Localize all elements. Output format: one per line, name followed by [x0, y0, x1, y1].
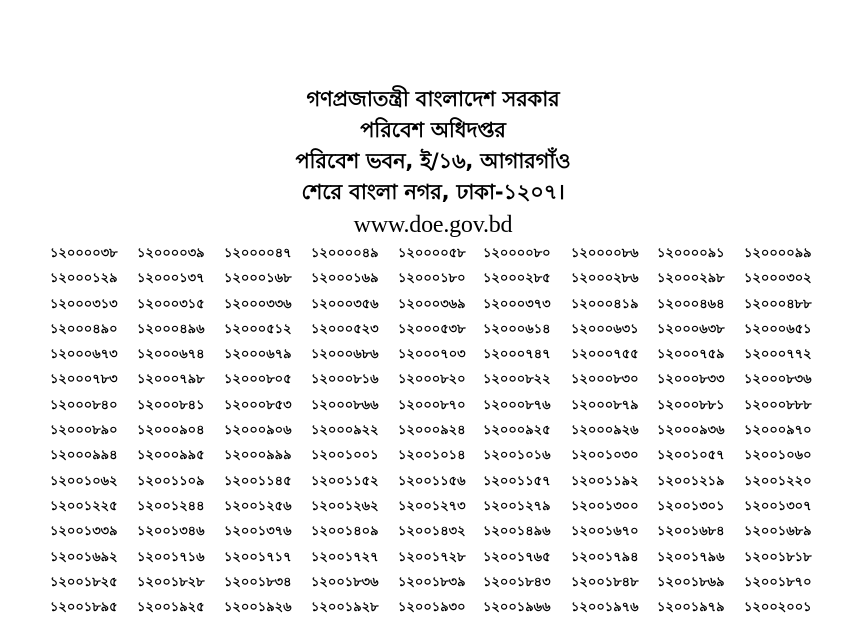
number-row [50, 345, 850, 370]
serial-number: ১২০০০৪৮৮ [744, 296, 812, 312]
serial-number: ১২০০১২২৫ [50, 498, 118, 514]
serial-number: ১২০০০৬৩১ [571, 321, 639, 337]
serial-number: ১২০০০৮২০ [398, 372, 466, 388]
serial-number: ১২০০০৯৯৯ [224, 448, 292, 464]
serial-number: ১২০০১০৫৭ [657, 448, 725, 464]
serial-number: ১২০০১০৬২ [50, 473, 118, 489]
serial-number: ১২০০১৩০০ [571, 498, 639, 514]
serial-number: ১২০০০৮১৬ [311, 372, 379, 388]
serial-number: ১২০০১৩৩৯ [50, 524, 118, 540]
serial-number: ১২০০০১৩৭ [137, 271, 205, 287]
serial-number: ১২০০১২৭৩ [398, 498, 466, 514]
serial-number: ১২০০১৪৯৬ [483, 524, 551, 540]
serial-number: ১২০০২০০১ [744, 600, 812, 616]
serial-number: ১২০০০০৮৬ [571, 246, 639, 261]
serial-number: ১২০০০২৯৮ [657, 271, 725, 287]
serial-number: ১২০০০৫১২ [224, 321, 292, 337]
number-row [50, 446, 850, 471]
serial-number: ১২০০০৬৩৮ [657, 321, 725, 337]
serial-number: ১২০০১৮৬৯ [657, 574, 725, 590]
government-name: গণপ্রজাতন্ত্রী বাংলাদেশ সরকার [306, 87, 560, 111]
serial-number: ১২০০১১৫৭ [483, 473, 551, 489]
serial-number: ১২০০১২৭৯ [483, 498, 551, 514]
serial-number: ১২০০১৮২৫ [50, 574, 118, 590]
serial-number: ১২০০০০৪৯ [311, 246, 379, 261]
serial-number: ১২০০০৮০৫ [224, 372, 292, 388]
serial-number: ১২০০০৮৬৬ [311, 397, 379, 413]
serial-number: ১২০০১০১৬ [483, 448, 551, 464]
serial-number: ১২০০১১৪৫ [224, 473, 292, 489]
serial-number: ১২০০১৮৩৬ [311, 574, 379, 590]
number-row [50, 396, 850, 421]
number-row [50, 472, 850, 497]
website-link[interactable]: www.doe.gov.bd [353, 212, 513, 238]
serial-number: ১২০০০৮৭৯ [571, 397, 639, 413]
serial-number: ১২০০০৩১৩ [50, 296, 118, 312]
serial-number: ১২০০১৯২৫ [137, 600, 205, 616]
number-row [50, 421, 850, 446]
serial-number: ১২০০০৮৪১ [137, 397, 205, 413]
serial-number: ১২০০১১৫২ [311, 473, 379, 489]
number-row [50, 320, 850, 345]
serial-number: ১২০০১১০৯ [137, 473, 205, 489]
serial-number: ১২০০০১৮০ [398, 271, 466, 287]
serial-number: ১২০০১৬৮৪ [657, 524, 725, 540]
number-row [50, 573, 850, 598]
serial-number: ১২০০০৭৪৭ [483, 347, 551, 363]
serial-number: ১২০০১৮৪৩ [483, 574, 551, 590]
serial-number: ১২০০০৭০৩ [398, 347, 466, 363]
number-row [50, 295, 850, 320]
serial-number: ১২০০০৮৩৬ [744, 372, 812, 388]
serial-number: ১২০০০৮৪০ [50, 397, 118, 413]
serial-number: ১২০০০৮৮১ [657, 397, 725, 413]
serial-number: ১২০০০৮২২ [483, 372, 551, 388]
serial-number: ১২০০১৯২৮ [311, 600, 379, 616]
serial-number: ১২০০০৬৭৯ [224, 347, 292, 363]
serial-number: ১২০০১০০১ [311, 448, 379, 464]
serial-number: ১২০০০১২৯ [50, 271, 118, 287]
serial-number: ১২০০০৮৭০ [398, 397, 466, 413]
serial-number: ১২০০০৪৯০ [50, 321, 118, 337]
serial-number: ১২০০০৯২২ [311, 423, 379, 439]
serial-number: ১২০০০৭৭২ [744, 347, 812, 363]
serial-number: ১২০০০৯২৬ [571, 423, 639, 439]
serial-number: ১২০০০৩৭৩ [483, 296, 551, 312]
serial-number: ১২০০০৬৮৬ [311, 347, 379, 363]
serial-number: ১২০০০৬৭৪ [137, 347, 205, 363]
serial-number: ১২০০০০৩৯ [137, 246, 205, 261]
serial-number: ১২০০০৩১৫ [137, 296, 205, 312]
serial-number: ১২০০০৬৭৩ [50, 347, 118, 363]
serial-number: ১২০০১২২০ [744, 473, 812, 489]
serial-number: ১২০০১৮৯৫ [50, 600, 118, 616]
serial-number: ১২০০০৩৫৬ [311, 296, 379, 312]
serial-number: ১২০০১৪৩২ [398, 524, 466, 540]
serial-number: ১২০০০২৮৬ [571, 271, 639, 287]
serial-number: ১২০০১৮৩৪ [224, 574, 292, 590]
serial-number: ১২০০১২৪৪ [137, 498, 205, 514]
serial-number: ১২০০০০৫৮ [398, 246, 466, 261]
serial-number: ১২০০০৩৬৯ [398, 296, 466, 312]
serial-number: ১২০০০৯৯৪ [50, 448, 118, 464]
serial-number: ১২০০০৬১৪ [483, 321, 551, 337]
serial-number: ১২০০০৮৮৮ [744, 397, 812, 413]
serial-number: ১২০০০৮৩০ [571, 372, 639, 388]
serial-number: ১২০০০৪৬৪ [657, 296, 725, 312]
serial-number: ১২০০০১৬৯ [311, 271, 379, 287]
number-row [50, 269, 850, 294]
serial-number: ১২০০০০৯১ [657, 246, 725, 261]
serial-number: ১২০০০৯৯৫ [137, 448, 205, 464]
serial-number: ১২০০০৭৯৮ [137, 372, 205, 388]
serial-number: ১২০০০২৮৫ [483, 271, 551, 287]
serial-number: ১২০০১৭৬৫ [483, 549, 551, 565]
serial-number: ১২০০০০৪৭ [224, 246, 292, 261]
serial-number: ১২০০০৯২৫ [483, 423, 551, 439]
serial-number: ১২০০১৭২৮ [398, 549, 466, 565]
number-list [50, 244, 850, 623]
serial-number: ১২০০০৫৩৮ [398, 321, 466, 337]
serial-number: ১২০০১৯৭৯ [657, 600, 725, 616]
serial-number: ১২০০০৪১৯ [571, 296, 639, 312]
number-row [50, 598, 850, 623]
serial-number: ১২০০১৬৮৯ [744, 524, 812, 540]
serial-number: ১২০০০৮৩৩ [657, 372, 725, 388]
serial-number: ১২০০০৯৭০ [744, 423, 812, 439]
serial-number: ১২০০০০৮০ [483, 246, 551, 261]
serial-number: ১২০০১৩৪৬ [137, 524, 205, 540]
serial-number: ১২০০১৪০৯ [311, 524, 379, 540]
serial-number: ১২০০০৩৩৬ [224, 296, 292, 312]
serial-number: ১২০০০৭৮৩ [50, 372, 118, 388]
serial-number: ১২০০০৯০৬ [224, 423, 292, 439]
serial-number: ১২০০০০৯৯ [744, 246, 812, 261]
serial-number: ১২০০১৩০৭ [744, 498, 812, 514]
serial-number: ১২০০১০১৪ [398, 448, 466, 464]
serial-number: ১২০০১৭৯৬ [657, 549, 725, 565]
serial-number: ১২০০০৯২৪ [398, 423, 466, 439]
office-city: শেরে বাংলা নগর, ঢাকা-১২০৭। [301, 180, 565, 204]
serial-number: ১২০০০৮৯০ [50, 423, 118, 439]
serial-number: ১২০০০৭৫৫ [571, 347, 639, 363]
serial-number: ১২০০১৮১৮ [744, 549, 812, 565]
serial-number: ১২০০১৮৪৮ [571, 574, 639, 590]
serial-number: ১২০০০৮৫৩ [224, 397, 292, 413]
serial-number: ১২০০০০৩৮ [50, 246, 118, 261]
letterhead [0, 84, 866, 242]
serial-number: ১২০০১৯৭৬ [571, 600, 639, 616]
serial-number: ১২০০০৪৯৬ [137, 321, 205, 337]
serial-number: ১২০০০১৬৮ [224, 271, 292, 287]
serial-number: ১২০০১৭২৭ [311, 549, 379, 565]
serial-number: ১২০০০৮৭৬ [483, 397, 551, 413]
serial-number: ১২০০১১৫৬ [398, 473, 466, 489]
serial-number: ১২০০১২৫৬ [224, 498, 292, 514]
serial-number: ১২০০১৯৩০ [398, 600, 466, 616]
office-address: পরিবেশ ভবন, ই/১৬, আগারগাঁও [295, 149, 571, 173]
serial-number: ১২০০১৮২৮ [137, 574, 205, 590]
number-row [50, 548, 850, 573]
serial-number: ১২০০১৬৯২ [50, 549, 118, 565]
serial-number: ১২০০১২৬২ [311, 498, 379, 514]
serial-number: ১২০০১৮৩৯ [398, 574, 466, 590]
serial-number: ১২০০০৯৩৬ [657, 423, 725, 439]
serial-number: ১২০০১৭১৬ [137, 549, 205, 565]
department-name: পরিবেশ অধিদপ্তর [360, 118, 506, 142]
serial-number: ১২০০১৩৭৬ [224, 524, 292, 540]
number-row [50, 370, 850, 395]
serial-number: ১২০০১১৯২ [571, 473, 639, 489]
serial-number: ১২০০১০৬০ [744, 448, 812, 464]
serial-number: ১২০০০৯০৪ [137, 423, 205, 439]
serial-number: ১২০০১৮৭০ [744, 574, 812, 590]
serial-number: ১২০০১৯৬৬ [483, 600, 551, 616]
serial-number: ১২০০১৭৯৪ [571, 549, 639, 565]
number-row [50, 244, 850, 269]
serial-number: ১২০০১২১৯ [657, 473, 725, 489]
serial-number: ১২০০০৬৫১ [744, 321, 812, 337]
number-row [50, 497, 850, 522]
serial-number: ১২০০১৬৭০ [571, 524, 639, 540]
serial-number: ১২০০১৯২৬ [224, 600, 292, 616]
serial-number: ১২০০১৭১৭ [224, 549, 292, 565]
serial-number: ১২০০০৭৫৯ [657, 347, 725, 363]
serial-number: ১২০০১০৩০ [571, 448, 639, 464]
serial-number: ১২০০১৩০১ [657, 498, 725, 514]
number-row [50, 522, 850, 547]
serial-number: ১২০০০৩০২ [744, 271, 812, 287]
serial-number: ১২০০০৫২৩ [311, 321, 379, 337]
